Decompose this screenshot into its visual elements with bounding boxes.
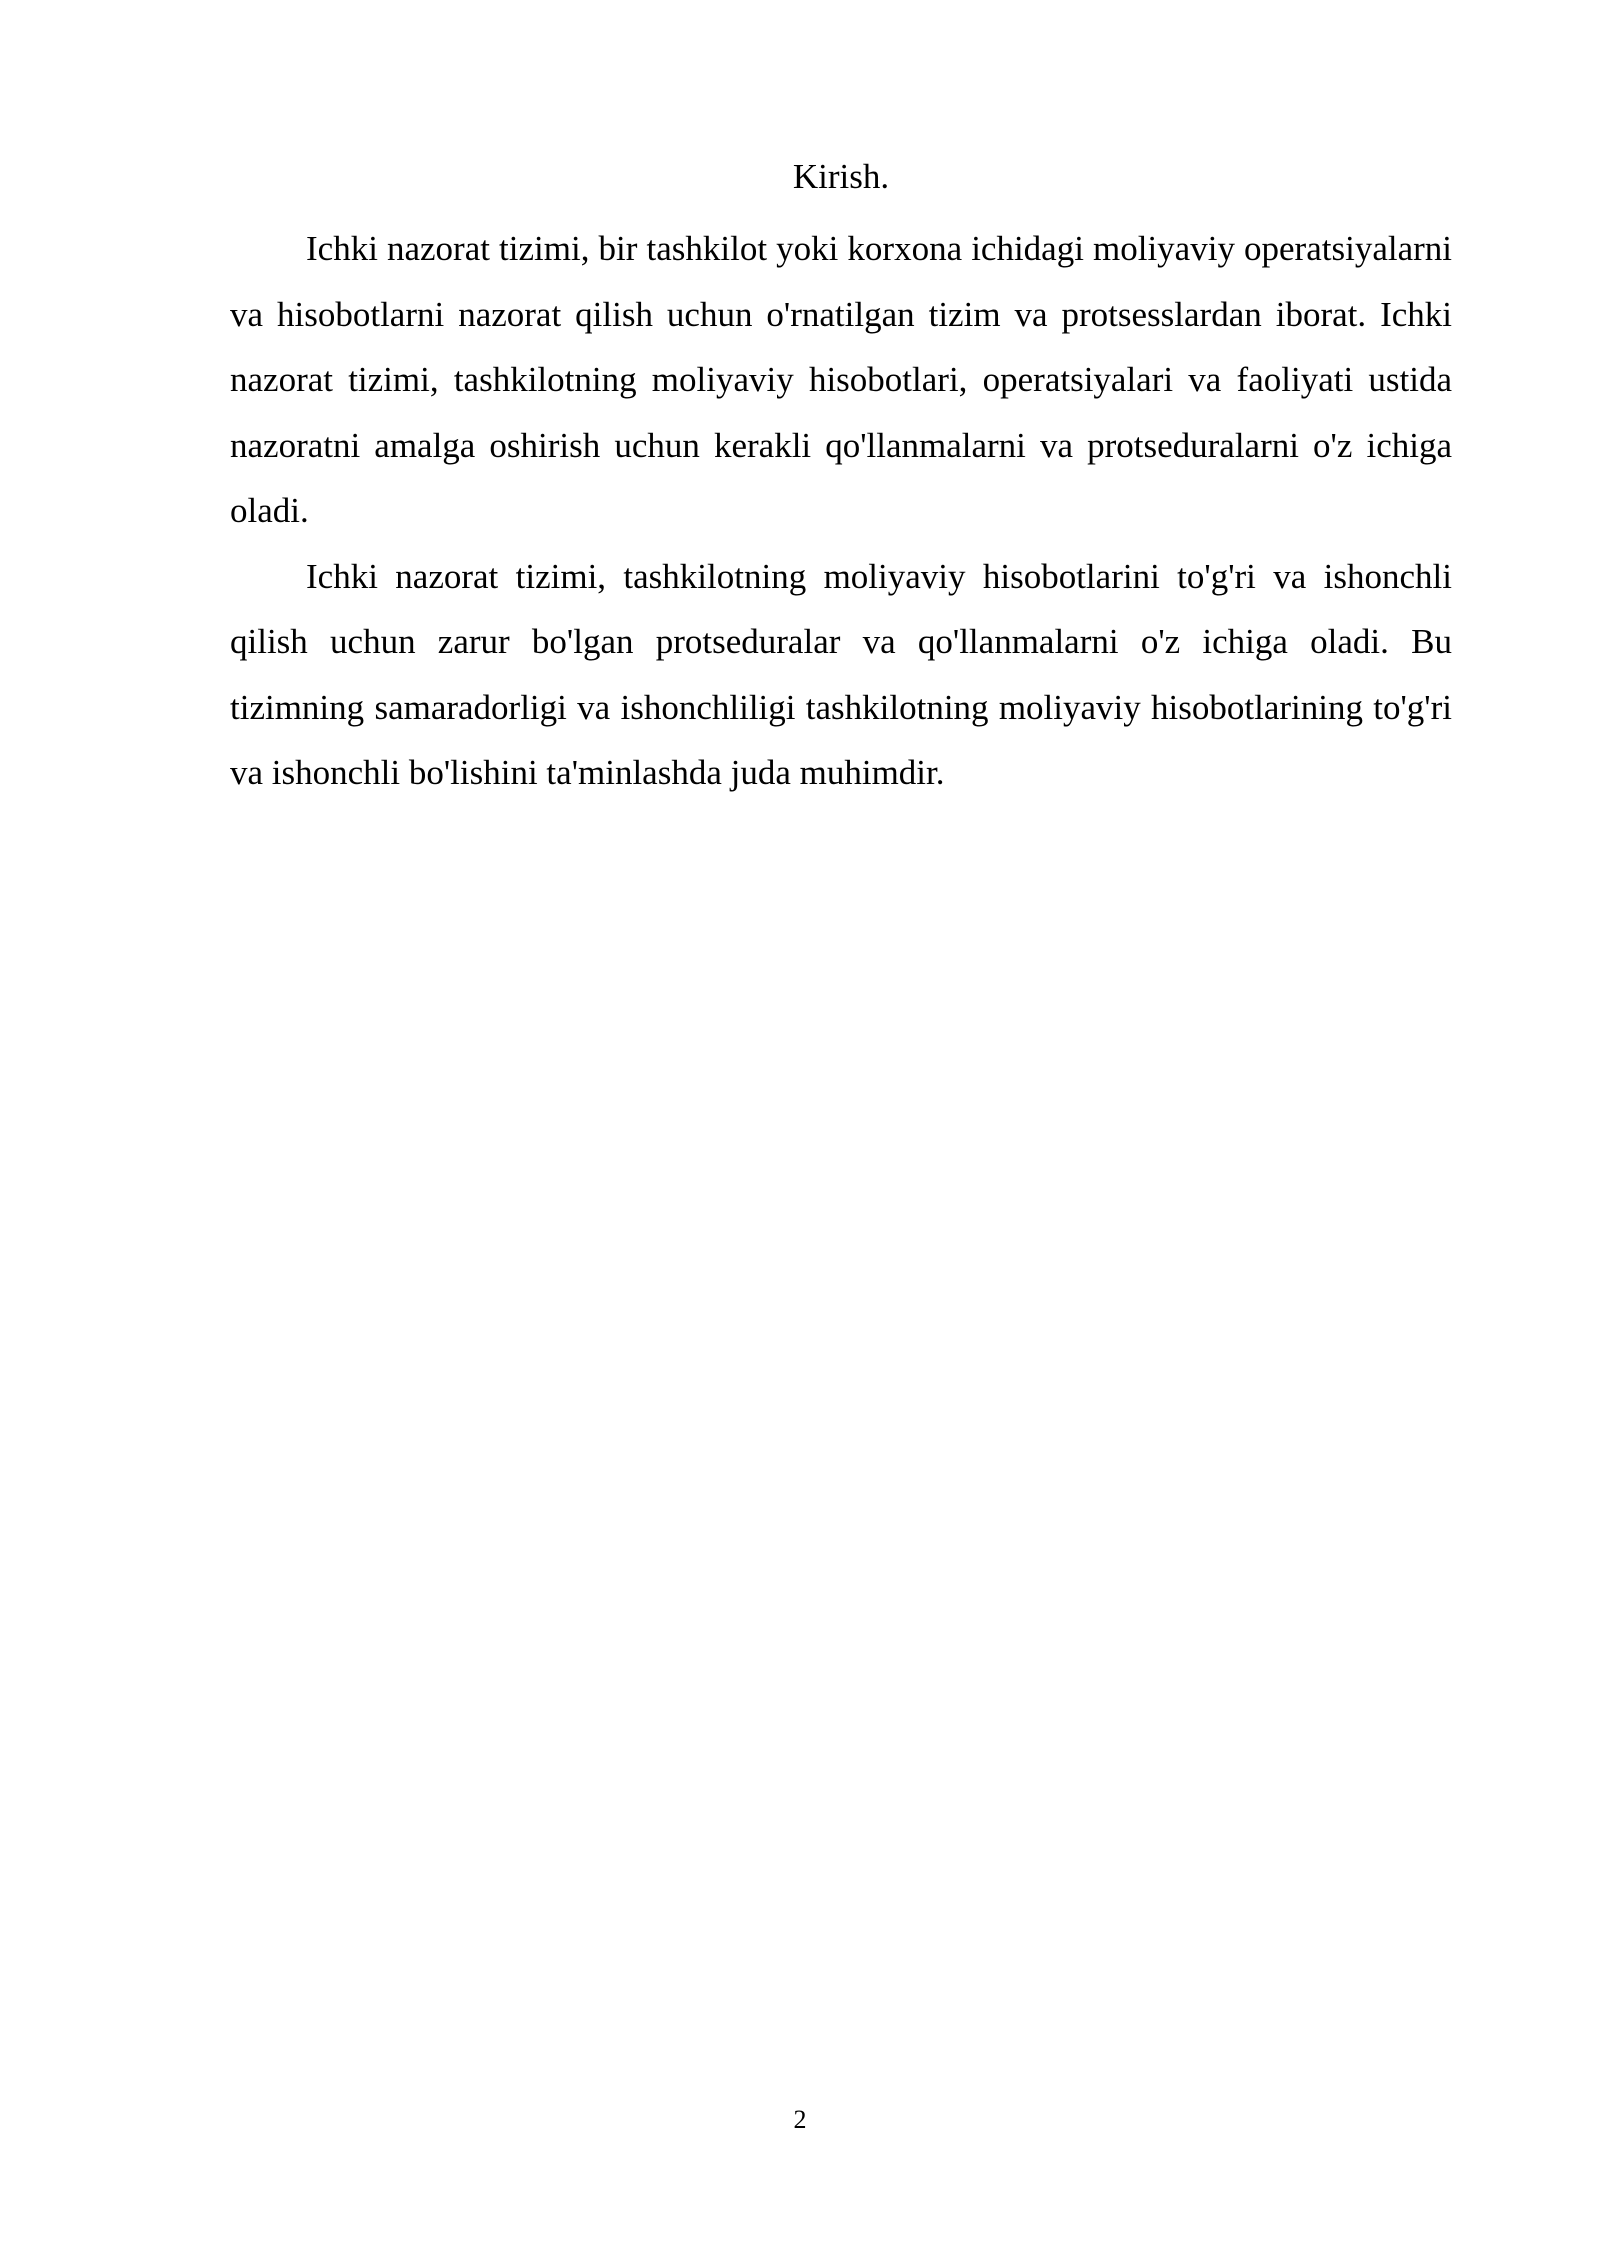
- paragraph-1: Ichki nazorat tizimi, bir tashkilot yoki korxona ichidagi moliyaviy operatsiyalarni va hisobotlarni nazorat qilish uchun o'rnatilgan tizim va protsesslardan iborat. Ichki nazorat tizimi, tashkilotning moliyaviy hisobotlari, operatsiyalari va faoliyati ustida nazoratni amalga oshirish uchun kerakli qo'llanmalarni va protseduralarni o'z ichiga oladi.: [230, 229, 1452, 530]
- page-body: [230, 150, 1452, 806]
- page-number: 2: [793, 2105, 807, 2134]
- paragraph-2: Ichki nazorat tizimi, tashkilotning moliyaviy hisobotlarini to'g'ri va ishonchli qilish uchun zarur bo'lgan protseduralar va qo'llanmalarni o'z ichiga oladi. Bu tizimning samaradorligi va ishonchliligi tashkilotning moliyaviy hisobotlarining to'g'ri va ishonchli bo'lishini ta'minlashda juda muhimdir.: [230, 556, 1452, 792]
- section-heading: Kirish.: [792, 157, 890, 196]
